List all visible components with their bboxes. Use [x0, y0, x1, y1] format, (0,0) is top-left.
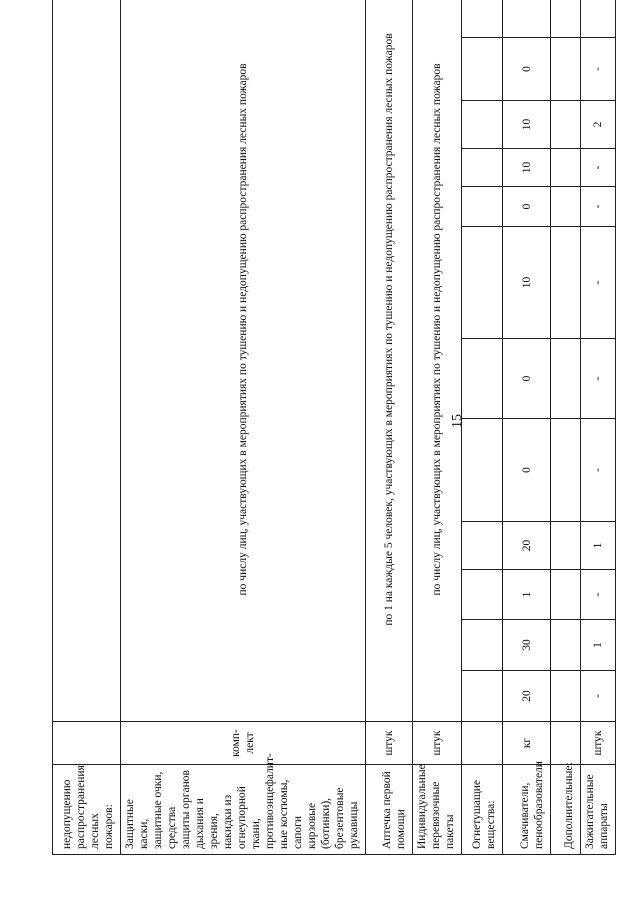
unit-cell	[53, 722, 121, 765]
value-cell	[551, 101, 581, 149]
value-cell: 10	[503, 101, 551, 149]
note-cell: по числу лиц, участвующих в мероприятиях по тушению и недопущению распространения лесных пожаров	[121, 0, 366, 722]
value-cell	[551, 38, 581, 101]
value-cell	[462, 38, 503, 101]
table-row	[581, 0, 616, 855]
value-cell	[551, 671, 581, 722]
value-cell	[462, 522, 503, 570]
value-cell	[462, 570, 503, 620]
table-row	[462, 0, 503, 855]
value-cell	[462, 339, 503, 419]
table-row	[413, 0, 462, 855]
value-cell	[551, 227, 581, 339]
value-cell: 1	[503, 570, 551, 620]
value-cell	[551, 620, 581, 671]
value-cell: -	[581, 227, 616, 339]
value-cell: 0	[503, 38, 551, 101]
value-cell	[462, 101, 503, 149]
value-cell: -	[581, 671, 616, 722]
value-cell: 1	[581, 620, 616, 671]
unit-cell: штук	[413, 722, 462, 765]
unit-cell	[462, 722, 503, 765]
value-cell	[551, 419, 581, 522]
value-cell	[551, 187, 581, 227]
unit-cell: кг	[503, 722, 551, 765]
value-cell: 10	[503, 227, 551, 339]
value-cell: 20	[503, 671, 551, 722]
value-cell: -	[581, 38, 616, 101]
unit-cell: комп- лект	[121, 722, 366, 765]
value-cell: 10	[503, 149, 551, 187]
row-name-cell: Огнетушащие вещества:	[462, 765, 503, 855]
note-cell	[53, 0, 121, 722]
table-row	[121, 0, 366, 855]
value-cell: 0	[503, 339, 551, 419]
value-cell: 0	[503, 187, 551, 227]
value-cell	[551, 522, 581, 570]
equipment-table	[52, 0, 616, 855]
value-cell	[462, 149, 503, 187]
table-row	[366, 0, 413, 855]
value-cell	[462, 419, 503, 522]
row-name-cell: недопущению распространения лесных пожаров:	[53, 765, 121, 855]
value-cell	[551, 570, 581, 620]
value-cell	[551, 339, 581, 419]
rotated-page-content	[52, 28, 611, 855]
value-cell	[503, 0, 551, 38]
value-cell: 1	[581, 522, 616, 570]
row-name-cell: Смачиватели, пенообразователи	[503, 765, 551, 855]
value-cell	[551, 0, 581, 38]
value-cell: -	[581, 570, 616, 620]
table-row	[503, 0, 551, 855]
value-cell	[462, 620, 503, 671]
note-cell: по числу лиц, участвующих в мероприятиях по тушению и недопущению распространения лесных пожаров	[413, 0, 462, 722]
value-cell	[551, 149, 581, 187]
value-cell	[581, 0, 616, 38]
value-cell: 30	[503, 620, 551, 671]
row-name-cell: Зажигательные аппараты	[581, 765, 616, 855]
row-name-cell: Индивидуальные перевязочные пакеты	[413, 765, 462, 855]
table-row	[53, 0, 121, 855]
note-cell: по 1 на каждые 5 человек, участвующих в мероприятиях по тушению и недопущению распространения лесных пожаров	[366, 0, 413, 722]
value-cell: -	[581, 187, 616, 227]
value-cell: -	[581, 149, 616, 187]
value-cell: 0	[503, 419, 551, 522]
row-name-cell: Дополнительные:	[551, 765, 581, 855]
value-cell: 2	[581, 101, 616, 149]
unit-cell: штук	[366, 722, 413, 765]
value-cell	[462, 0, 503, 38]
value-cell: 20	[503, 522, 551, 570]
value-cell	[462, 227, 503, 339]
page-number: 15	[450, 414, 465, 428]
value-cell: -	[581, 419, 616, 522]
unit-cell	[551, 722, 581, 765]
value-cell	[462, 671, 503, 722]
row-name-cell: Аптечка первой помощи	[366, 765, 413, 855]
table-row	[551, 0, 581, 855]
value-cell: -	[581, 339, 616, 419]
value-cell	[462, 187, 503, 227]
unit-cell: штук	[581, 722, 616, 765]
row-name-cell: Защитные каски, защитные очки, средства защиты органов дыхания и зрения, накидки из огнеупорной ткани, противоэнцефалит-ные костюмы, сапоги кирзовые (ботинки), брезентовые рукавицы	[121, 765, 366, 855]
